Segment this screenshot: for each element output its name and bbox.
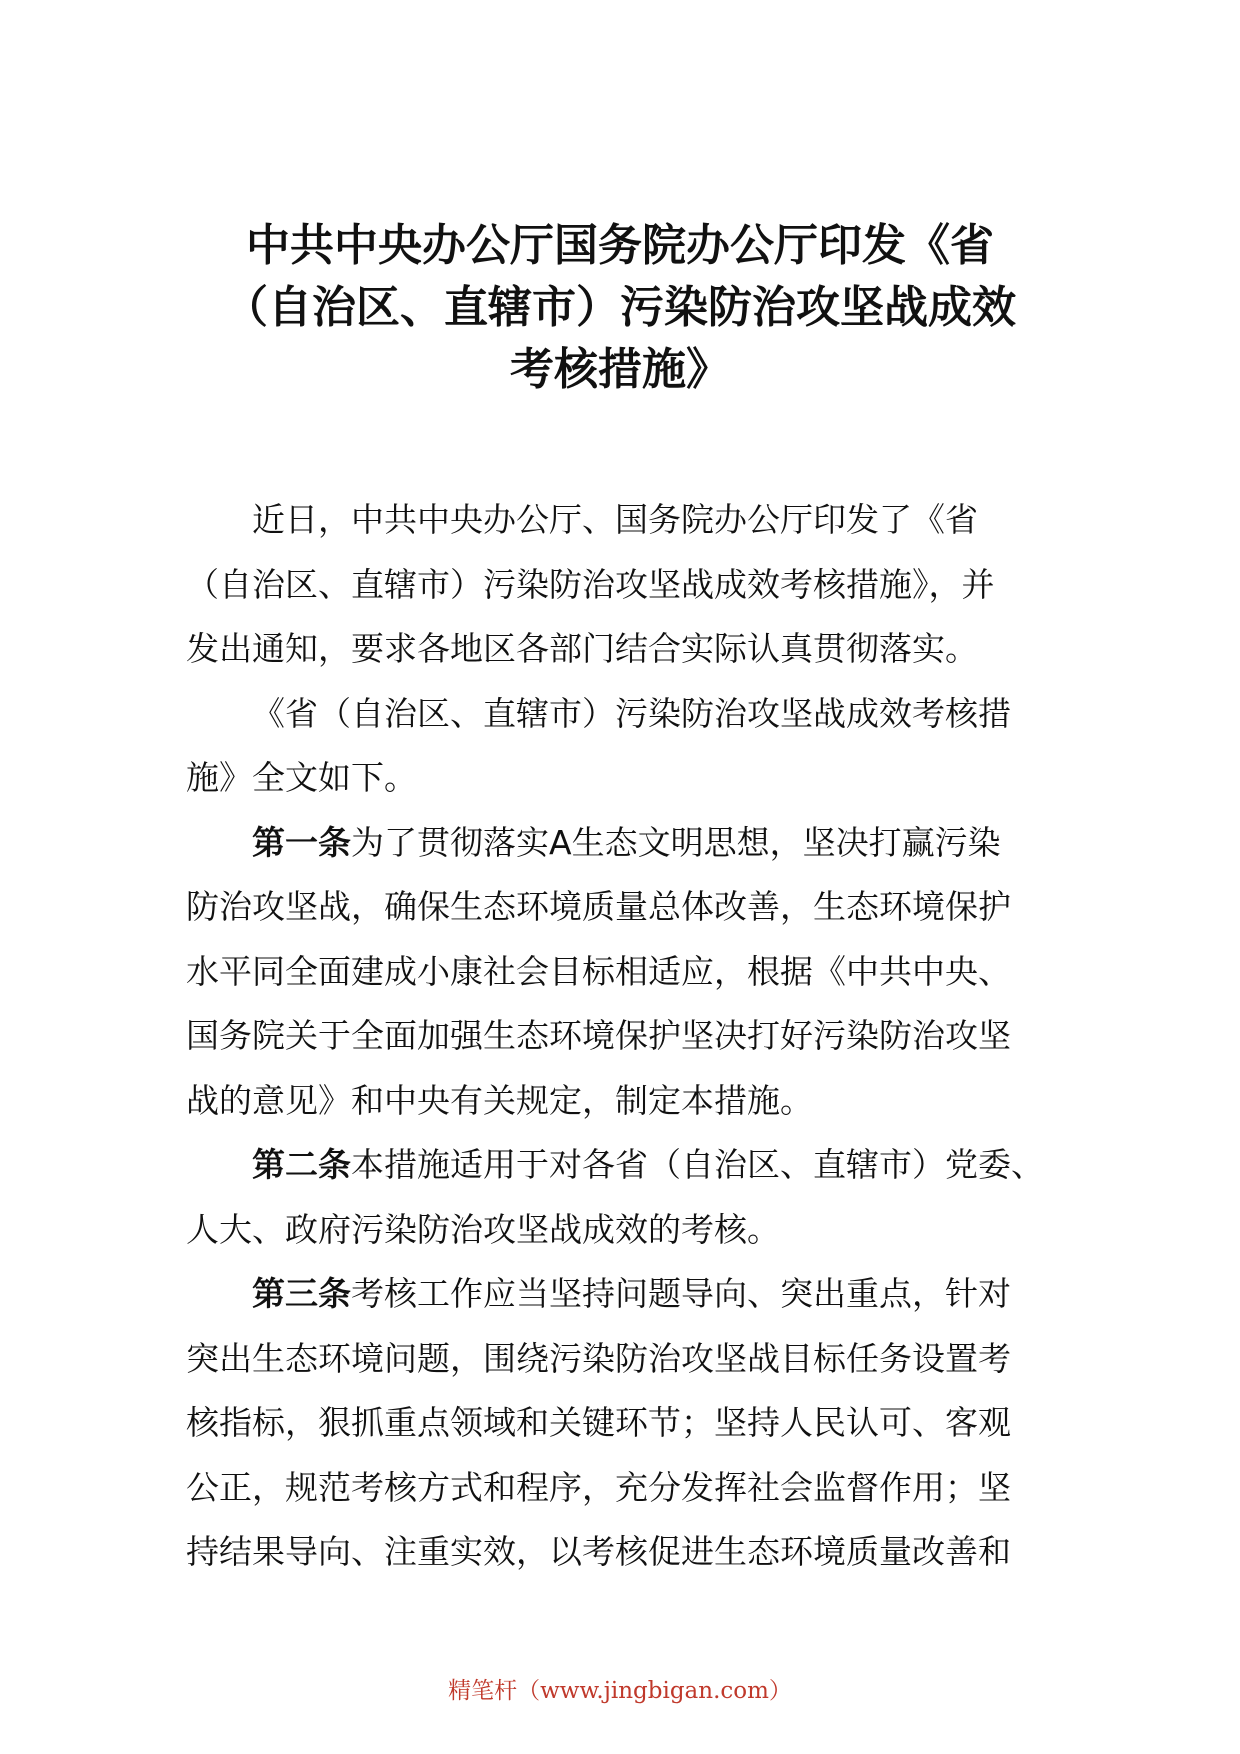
- footer-watermark: 精笔杆（www.jingbigan.com）: [448, 1678, 792, 1704]
- article-label: 第二条: [252, 1145, 351, 1184]
- paragraph-line: 近日，中共中央办公厅、国务院办公厅印发了《省: [252, 500, 978, 539]
- article-first-line: [186, 1262, 1056, 1327]
- paragraph-line: 水平同全面建成小康社会目标相适应，根据《中共中央、: [186, 951, 1011, 991]
- article-text: 考核工作应当坚持问题导向、突出重点，针对: [351, 1274, 1011, 1313]
- article-label: 第三条: [252, 1274, 351, 1313]
- paragraph-line: 核指标，狠抓重点领域和关键环节；坚持人民认可、客观: [186, 1403, 1011, 1442]
- paragraph-line: 持结果导向、注重实效，以考核促进生态环境质量改善和: [186, 1532, 1011, 1571]
- article-text: 为了贯彻落实A生态文明思想，坚决打赢污染: [351, 822, 1001, 862]
- document-title: [180, 215, 1060, 401]
- paragraph-line: 国务院关于全面加强生态环境保护坚决打好污染防治攻坚: [186, 1016, 1011, 1055]
- document-body: [186, 488, 1056, 1585]
- paragraph-line: 战的意见》和中央有关规定，制定本措施。: [186, 1080, 813, 1120]
- paragraph-line: 突出生态环境问题，围绕污染防治攻坚战目标任务设置考: [186, 1338, 1011, 1378]
- article-label: 第一条: [252, 822, 351, 862]
- title-line: 中共中央办公厅国务院办公厅印发《省: [246, 220, 994, 271]
- article-first-line: [186, 811, 1056, 876]
- paragraph-line: 公正，规范考核方式和程序，充分发挥社会监督作用；坚: [186, 1467, 1011, 1507]
- paragraph-line: 《省（自治区、直辖市）污染防治攻坚战成效考核措: [252, 693, 1011, 733]
- paragraph-line: （自治区、直辖市）污染防治攻坚战成效考核措施》，并: [186, 564, 995, 604]
- title-line: 考核措施》: [510, 344, 730, 395]
- paragraph-line: 施》全文如下。: [186, 758, 417, 797]
- article-text: 本措施适用于对各省（自治区、直辖市）党委、: [351, 1145, 1044, 1184]
- title-line: （自治区、直辖市）污染防治攻坚战成效: [224, 282, 1016, 333]
- paragraph-line: 防治攻坚战，确保生态环境质量总体改善，生态环境保护: [186, 887, 1011, 926]
- paragraph-line: 人大、政府污染防治攻坚战成效的考核。: [186, 1209, 780, 1249]
- article-first-line: [186, 1133, 1056, 1198]
- paragraph-line: 发出通知，要求各地区各部门结合实际认真贯彻落实。: [186, 629, 978, 668]
